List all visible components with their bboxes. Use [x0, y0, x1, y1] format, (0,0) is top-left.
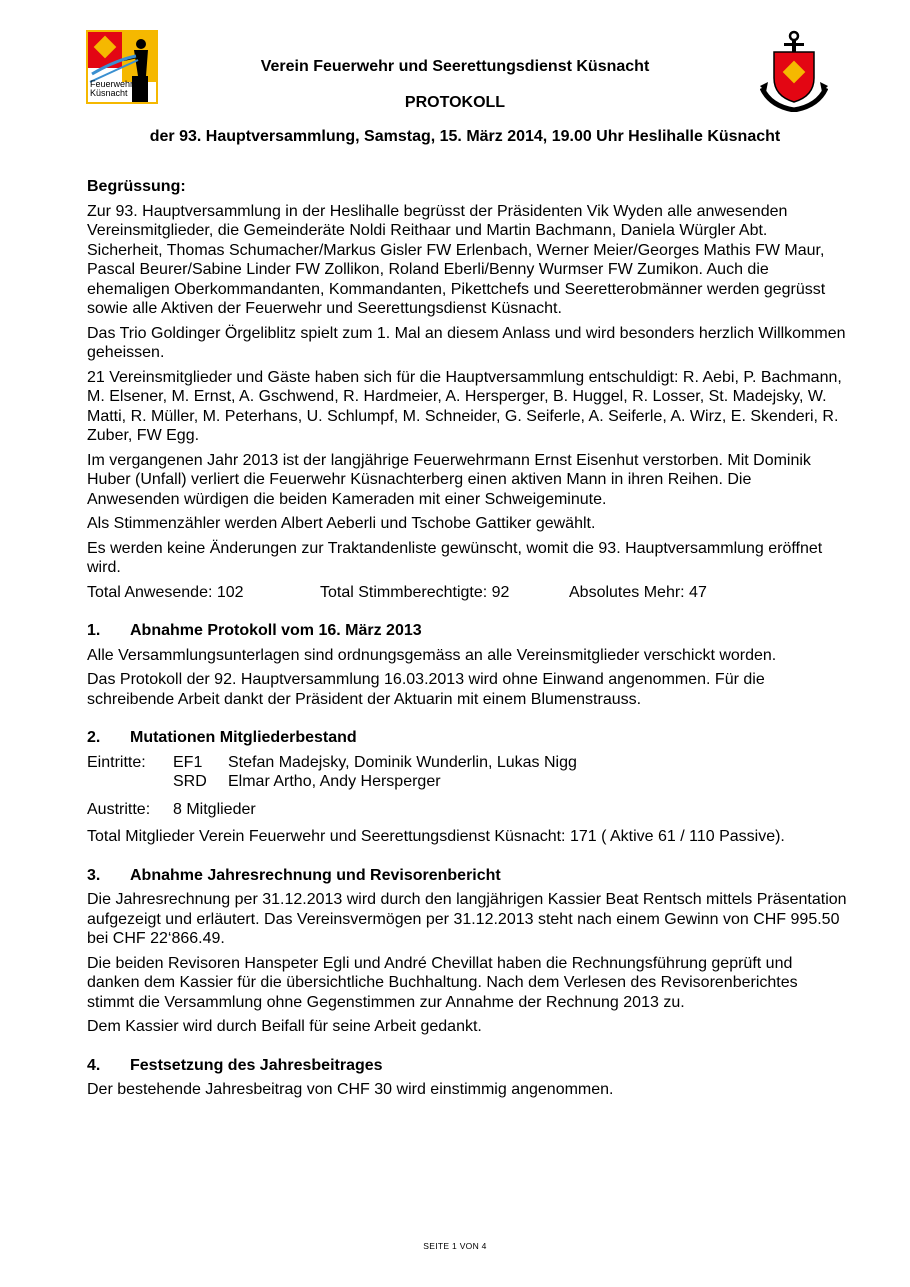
- entry-names: Stefan Madejsky, Dominik Wunderlin, Lukas Nigg: [228, 753, 577, 771]
- greeting-paragraph: 21 Vereinsmitglieder und Gäste haben sich für die Hauptversammlung entschuldigt: R. Aebi, P. Bachmann, M. Elsener, M. Ernst, A. Gschwend, R. Hardmeier, A. Hersperger, B. Huggel, R. Losser, St. Madejsky, W. Matti, R. Müller, M. Peterhans, U. Schlumpf, M. Schneider, G. Seiferle, A. Seiferle, A. Wirz, E. Skenderi, R. Zuber, FW Egg.: [87, 368, 842, 444]
- exits-value: 8 Mitglieder: [173, 800, 256, 818]
- greeting-paragraph: Es werden keine Änderungen zur Traktandenliste gewünscht, womit die 93. Hauptversammlung eröffnet wird.: [87, 539, 823, 576]
- section-heading: 4. Festsetzung des Jahresbeitrages: [87, 1056, 383, 1074]
- section-heading: 3. Abnahme Jahresrechnung und Revisorenbericht: [87, 866, 501, 884]
- greeting-heading: Begrüssung:: [87, 178, 186, 195]
- members-total: Total Mitglieder Verein Feuerwehr und Seerettungsdienst Küsnacht: 171 ( Aktive 61 / 110 Passive).: [87, 828, 785, 845]
- section-heading: 1. Abnahme Protokoll vom 16. März 2013: [87, 622, 422, 639]
- greeting-paragraph: Im vergangenen Jahr 2013 ist der langjährige Feuerwehrmann Ernst Eisenhut verstorben. Mit Dominik Huber (Unfall) verliert die Feuerwehr Küsnachterberg einen aktiven Mann in ihren Reihen. Die Anwesenden würdigen die beiden Kameraden mit einer Schweigeminute.: [87, 451, 811, 508]
- entries-label: Eintritte:: [87, 753, 146, 771]
- exits-label: Austritte:: [87, 800, 151, 818]
- greeting-paragraph: Als Stimmenzähler werden Albert Aeberli und Tschobe Gattiker gewählt.: [87, 515, 596, 532]
- meeting-title: der 93. Hauptversammlung, Samstag, 15. März 2014, 19.00 Uhr Heslihalle Küsnacht: [149, 128, 781, 145]
- total-voters: Total Stimmberechtigte: 92: [320, 583, 510, 601]
- greeting-paragraph: Das Trio Goldinger Örgeliblitz spielt zum 1. Mal an diesem Anlass und wird besonders herzlich Willkommen geheissen.: [87, 324, 846, 361]
- section-paragraph: Das Protokoll der 92. Hauptversammlung 16.03.2013 wird ohne Einwand angenommen. Für die schreibende Arbeit dankt der Präsident der Aktuarin mit einem Blumenstrauss.: [87, 671, 765, 708]
- section-paragraph: Die beiden Revisoren Hanspeter Egli und André Chevillat haben die Rechnungsführung geprüft und danken dem Kassier für die übersichtliche Buchhaltung. Nach dem Verlesen des Revisorenberichtes stimmt die Versammlung ohne Gegenstimmen zur Annahme der Rechnung 2013 zu.: [87, 954, 798, 1011]
- greeting-paragraph: Zur 93. Hauptversammlung in der Heslihalle begrüsst der Präsidenten Vik Wyden alle anwesenden Vereinsmitglieder, die Gemeinderäte Noldi Reithaar und Martin Bachmann, Daniela Würgler Abt. Sicherheit, Thomas Schumacher/Markus Gisler FW Erlenbach, Werner Meier/Georges Mathis FW Maur, Pascal Beurer/Sabine Linder FW Zollikon, Roland Eberli/Benny Wurmser FW Zumikon. Auch die ehemaligen Oberkommandanten, Kommandanten, Pikettchefs und Seeretterobmänner werden gegrüsst sowie alle Aktiven der Feuerwehr und Seerettungsdienst Küsnacht.: [87, 202, 826, 317]
- document-type: PROTOKOLL: [404, 94, 506, 111]
- total-present: Total Anwesende: 102: [87, 583, 244, 601]
- section-paragraph: Der bestehende Jahresbeitrag von CHF 30 wird einstimmig angenommen.: [87, 1081, 614, 1098]
- absolute-majority: Absolutes Mehr: 47: [569, 583, 707, 601]
- document-body: [87, 177, 847, 1105]
- entry-names: Elmar Artho, Andy Hersperger: [228, 773, 441, 790]
- mutations-table: [87, 753, 847, 792]
- entry-code: EF1: [173, 753, 203, 771]
- logo-text: Feuerwehr Küsnacht: [90, 79, 134, 98]
- exits-row: [87, 800, 847, 820]
- entry-code: SRD: [173, 773, 207, 790]
- section-paragraph: Die Jahresrechnung per 31.12.2013 wird durch den langjährigen Kassier Beat Rentsch mittels Präsentation aufgezeigt und erläutert. Das Vereinsvermögen per 31.12.2013 steht nach einem Gewinn von CHF 995.50 bei CHF 22‘866.49.: [87, 891, 847, 947]
- section-paragraph: Alle Versammlungsunterlagen sind ordnungsgemäss an alle Vereinsmitglieder verschickt worden.: [87, 646, 777, 664]
- page-number: SEITE 1 VON 4: [423, 1241, 487, 1251]
- section-heading: 2. Mutationen Mitgliederbestand: [87, 729, 357, 746]
- section-paragraph: Dem Kassier wird durch Beifall für seine Arbeit gedankt.: [87, 1018, 482, 1035]
- attendance-totals: [87, 583, 847, 603]
- association-title: Verein Feuerwehr und Seerettungsdienst Küsnacht: [260, 58, 650, 75]
